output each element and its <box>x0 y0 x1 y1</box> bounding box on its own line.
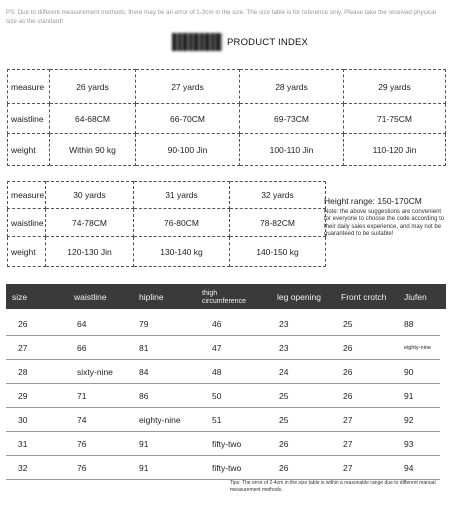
cell: 90-100 Jin <box>136 134 240 166</box>
size-cell: 32 <box>6 456 77 480</box>
leg-opening-cell: 23 <box>279 312 343 336</box>
thigh-cell: fifty-two <box>212 432 279 456</box>
cell: 31 yards <box>134 182 230 209</box>
table-row <box>6 312 440 336</box>
cell: 66-70CM <box>136 104 240 134</box>
header-leg-opening: leg opening <box>277 292 321 302</box>
tips-note: Tips: The error of 2-4cm in the size table is within a reasonable range due to different manual measurement methods. <box>230 480 436 493</box>
front-crotch-cell: 26 <box>343 360 404 384</box>
size-cell: 31 <box>6 432 77 456</box>
cell: 78-82CM <box>230 209 326 237</box>
jiufen-cell: 88 <box>404 312 440 336</box>
leg-opening-cell: 26 <box>279 432 343 456</box>
cell: 71-75CM <box>344 104 446 134</box>
cell: 69-73CM <box>240 104 344 134</box>
waistline-cell: 64 <box>77 312 139 336</box>
header-hipline: hipline <box>139 292 164 302</box>
cell: 26 yards <box>50 70 136 104</box>
cell: 110-120 Jin <box>344 134 446 166</box>
hipline-cell: 91 <box>139 456 212 480</box>
measurement-disclaimer: PS: Due to different measurement methods, there may be an error of 1-3cm in the size. The size table is for reference only. Please take the received physical size as the standard! <box>6 9 436 25</box>
row-label: measure <box>8 70 50 104</box>
front-crotch-cell: 27 <box>343 432 404 456</box>
header-thigh-circumference: thigh circumference <box>202 290 246 305</box>
table2-waistline-row <box>8 209 326 237</box>
hipline-cell: 91 <box>139 432 212 456</box>
size-cell: 27 <box>6 336 77 360</box>
waistline-cell: 66 <box>77 336 139 360</box>
cell: 30 yards <box>46 182 134 209</box>
header-front-crotch: Front crotch <box>341 292 387 302</box>
cell: 28 yards <box>240 70 344 104</box>
size-cell: 29 <box>6 384 77 408</box>
table-row <box>6 384 440 408</box>
front-crotch-cell: 25 <box>343 312 404 336</box>
waistline-cell: 74 <box>77 408 139 432</box>
thigh-cell: 48 <box>212 360 279 384</box>
hipline-cell: eighty-nine <box>139 408 212 432</box>
hipline-cell: 86 <box>139 384 212 408</box>
table-row <box>6 360 440 384</box>
leg-opening-cell: 25 <box>279 384 343 408</box>
height-range-title: Height range: 150-170CM <box>324 196 422 206</box>
cell: 29 yards <box>344 70 446 104</box>
leg-opening-cell: 26 <box>279 456 343 480</box>
front-crotch-cell: 27 <box>343 408 404 432</box>
jiufen-cell: 93 <box>404 432 440 456</box>
jiufen-cell: 91 <box>404 384 440 408</box>
size-guide-table-2 <box>7 181 326 267</box>
size-guide-table-1 <box>7 69 446 166</box>
size-table-header <box>6 284 446 309</box>
hipline-cell: 81 <box>139 336 212 360</box>
thigh-cell: 51 <box>212 408 279 432</box>
row-label: weight <box>8 134 50 166</box>
front-crotch-cell: 27 <box>343 456 404 480</box>
waistline-cell: 76 <box>77 456 139 480</box>
cell: 120-130 Jin <box>46 237 134 267</box>
thigh-cell: 50 <box>212 384 279 408</box>
leg-opening-cell: 25 <box>279 408 343 432</box>
waistline-cell: 71 <box>77 384 139 408</box>
table1-measure-row <box>8 70 446 104</box>
jiufen-cell: 94 <box>404 456 440 480</box>
height-range-note <box>324 196 448 238</box>
table1-weight-row <box>8 134 446 166</box>
leg-opening-cell: 24 <box>279 360 343 384</box>
table2-weight-row <box>8 237 326 267</box>
table-row <box>6 456 440 480</box>
cell: 140-150 kg <box>230 237 326 267</box>
jiufen-cell: 90 <box>404 360 440 384</box>
table-row <box>6 408 440 432</box>
size-cell: 26 <box>6 312 77 336</box>
size-cell: 30 <box>6 408 77 432</box>
product-index-header <box>172 31 322 53</box>
header-size: size <box>12 292 28 302</box>
row-label: waistline <box>8 209 46 237</box>
front-crotch-cell: 26 <box>343 336 404 360</box>
waistline-cell: sixty-nine <box>77 360 139 384</box>
size-cell: 28 <box>6 360 77 384</box>
hipline-cell: 79 <box>139 312 212 336</box>
jiufen-cell: eighty-nine <box>404 336 440 360</box>
table-row <box>6 432 440 456</box>
row-label: weight <box>8 237 46 267</box>
row-label: waistline <box>8 104 50 134</box>
jiufen-cell: 92 <box>404 408 440 432</box>
header-jiufen: Jiufen <box>404 292 427 302</box>
cell: 100-110 Jin <box>240 134 344 166</box>
table1-waistline-row <box>8 104 446 134</box>
cell: Within 90 kg <box>50 134 136 166</box>
cell: 74-78CM <box>46 209 134 237</box>
cell: 130-140 kg <box>134 237 230 267</box>
cell: 64-68CM <box>50 104 136 134</box>
thigh-cell: 47 <box>212 336 279 360</box>
hipline-cell: 84 <box>139 360 212 384</box>
header-waistline: waistline <box>74 292 107 302</box>
table-row <box>6 336 440 360</box>
size-measurement-table <box>6 312 440 480</box>
waistline-cell: 76 <box>77 432 139 456</box>
front-crotch-cell: 26 <box>343 384 404 408</box>
page-title: PRODUCT INDEX <box>227 37 309 48</box>
table2-measure-row <box>8 182 326 209</box>
cell: 32 yards <box>230 182 326 209</box>
cell: 27 yards <box>136 70 240 104</box>
thigh-cell: fifty-two <box>212 456 279 480</box>
suggestion-note: Note: the above suggestions are convenient for everyone to choose the code according to their daily sales experience, and may not be guaranteed to be suitable! <box>324 209 445 237</box>
leg-opening-cell: 23 <box>279 336 343 360</box>
blurred-brand-logo <box>172 33 222 51</box>
thigh-cell: 46 <box>212 312 279 336</box>
cell: 76-80CM <box>134 209 230 237</box>
row-label: measure <box>8 182 46 209</box>
